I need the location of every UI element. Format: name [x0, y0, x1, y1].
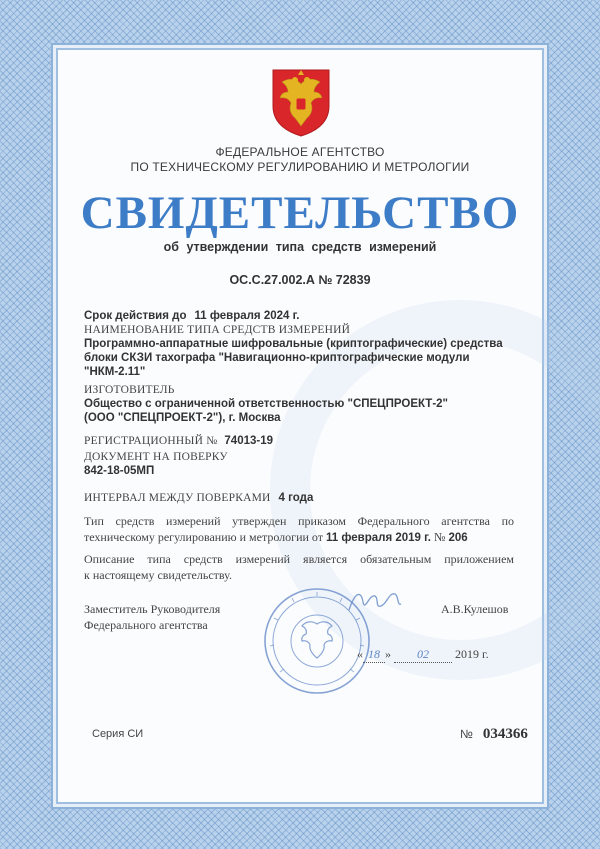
interval-label: ИНТЕРВАЛ МЕЖДУ ПОВЕРКАМИ	[84, 492, 271, 504]
agency-line-1: ФЕДЕРАЛЬНОЕ АГЕНТСТВО	[215, 145, 385, 159]
registration-value: 74013-19	[224, 435, 274, 447]
document-title: СВИДЕТЕЛЬСТВО	[80, 187, 520, 239]
date-row	[357, 646, 489, 663]
signatory-line-1: Заместитель Руководителя	[84, 602, 221, 616]
series-no-label: №	[460, 727, 473, 741]
date-quote-open: «	[357, 647, 363, 661]
verification-doc-value: 842-18-05МП	[84, 465, 155, 477]
registration-row	[84, 431, 273, 449]
date-year: 2019 г.	[455, 647, 489, 661]
series-number-row	[460, 725, 528, 743]
approval-text: техническому регулированию и метрологии от	[84, 530, 324, 544]
signatory-name: А.В.Кулешов	[441, 602, 509, 616]
registration-label: РЕГИСТРАЦИОННЫЙ №	[84, 435, 218, 447]
series-number: 034366	[482, 726, 528, 742]
description-line-1: Описание типа средств измерений является обязательным приложением	[84, 552, 514, 566]
approval-line-1: Тип средств измерений утвержден приказом Федерального агентства по	[84, 514, 514, 528]
approval-order-number: 206	[448, 532, 468, 544]
type-name-line-3: "НКМ-2.11"	[84, 366, 146, 378]
date-month: 02	[394, 646, 452, 663]
signature	[345, 584, 405, 620]
validity-row	[84, 306, 299, 324]
type-name-line-1: Программно-аппаратные шифровальные (криптографические) средства	[84, 338, 503, 350]
certificate-number: ОС.С.27.002.А № 72839	[229, 273, 371, 287]
coat-of-arms-emblem	[270, 66, 332, 138]
manufacturer-line-2: (ООО "СПЕЦПРОЕКТ-2"), г. Москва	[84, 412, 281, 424]
type-name-label: НАИМЕНОВАНИЕ ТИПА СРЕДСТВ ИЗМЕРЕНИЙ	[84, 324, 351, 336]
verification-doc-label: ДОКУМЕНТ НА ПОВЕРКУ	[84, 451, 228, 463]
date-day: 18	[363, 646, 385, 663]
description-line-2: к настоящему свидетельству.	[84, 568, 232, 582]
document-subtitle: об утверждении типа средств измерений	[163, 240, 437, 254]
type-name-line-2: блоки СКЗИ тахографа "Навигационно-криптографические модули	[84, 352, 470, 364]
interval-value: 4 года	[278, 492, 314, 504]
interval-row	[84, 488, 313, 506]
signatory-line-2: Федерального агентства	[84, 618, 208, 632]
agency-line-2: ПО ТЕХНИЧЕСКОМУ РЕГУЛИРОВАНИЮ И МЕТРОЛОГИИ	[130, 160, 470, 174]
approval-no-label: №	[434, 530, 446, 544]
approval-line-2	[84, 529, 514, 546]
date-quote-close: »	[385, 647, 391, 661]
manufacturer-label: ИЗГОТОВИТЕЛЬ	[84, 384, 175, 396]
series-label: Серия СИ	[92, 728, 144, 740]
approval-date: 11 февраля 2019 г.	[326, 532, 431, 544]
validity-value: 11 февраля 2024 г.	[194, 310, 300, 322]
manufacturer-line-1: Общество с ограниченной ответственностью "СПЕЦПРОЕКТ-2"	[84, 398, 448, 410]
validity-label: Срок действия до	[84, 310, 187, 322]
